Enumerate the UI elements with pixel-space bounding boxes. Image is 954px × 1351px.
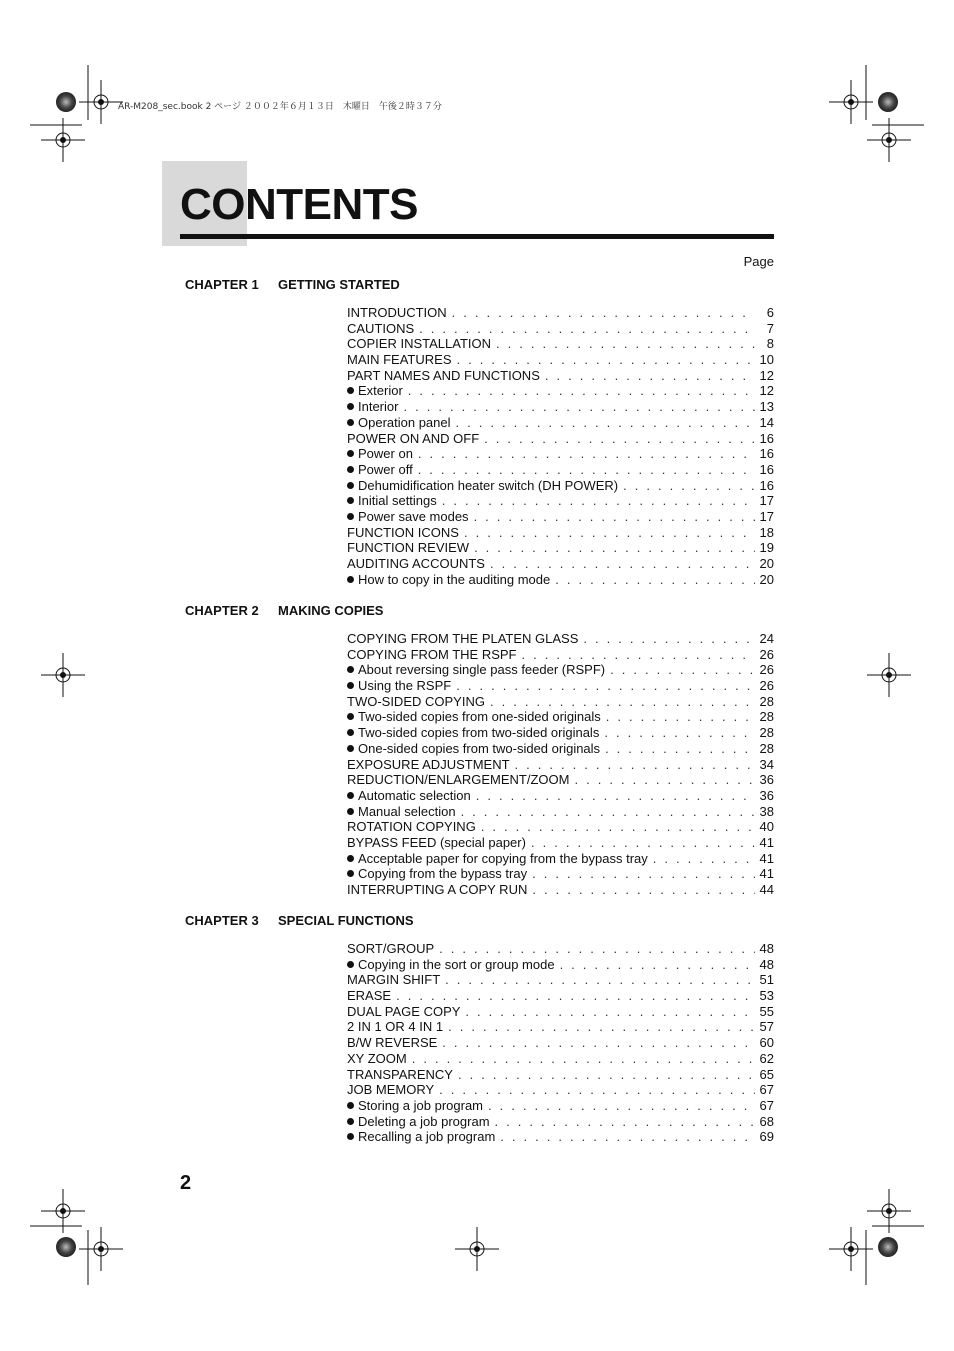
toc-entry[interactable] <box>347 525 774 541</box>
toc-entry-page: 7 <box>766 320 774 336</box>
toc-entry-label: Two-sided copies from two-sided originals <box>358 725 600 741</box>
bullet-icon <box>347 497 354 504</box>
toc-entry-label: Recalling a job program <box>358 1129 496 1145</box>
dot-leader <box>419 321 755 337</box>
toc-entry[interactable] <box>347 1082 774 1098</box>
dot-leader <box>439 941 754 957</box>
toc-entry[interactable] <box>347 493 774 509</box>
toc-entry[interactable] <box>347 851 774 867</box>
dot-leader <box>474 540 754 556</box>
toc-entry-page: 26 <box>759 646 774 662</box>
toc-entry-label: How to copy in the auditing mode <box>358 571 551 587</box>
bullet-icon <box>347 576 354 583</box>
toc-entry-page: 26 <box>759 678 774 694</box>
toc-entry-label: 2 IN 1 OR 4 IN 1 <box>347 1019 444 1035</box>
dot-leader <box>476 788 755 804</box>
dot-leader <box>465 1004 754 1020</box>
toc-entry-label: Exterior <box>358 383 403 399</box>
toc-entry-page: 40 <box>759 819 774 835</box>
toc-entry-page: 16 <box>759 477 774 493</box>
toc-entry[interactable] <box>347 1004 774 1020</box>
toc-entry-label: TWO-SIDED COPYING <box>347 693 485 709</box>
toc-entry-label: Deleting a job program <box>358 1113 490 1129</box>
dot-leader <box>456 415 755 431</box>
dot-leader <box>604 725 754 741</box>
toc-entry-label: COPIER INSTALLATION <box>347 336 491 352</box>
dot-leader <box>484 431 754 447</box>
toc-entry-page: 12 <box>759 367 774 383</box>
bullet-icon <box>347 682 354 689</box>
toc-entry-page: 68 <box>759 1113 774 1129</box>
dot-leader <box>458 1067 755 1083</box>
toc-entry[interactable] <box>347 709 774 725</box>
toc-entry-label: MARGIN SHIFT <box>347 972 441 988</box>
dot-leader <box>418 446 755 462</box>
toc-entry[interactable] <box>347 819 774 835</box>
toc-entry-page: 69 <box>759 1129 774 1145</box>
dot-leader <box>442 1035 754 1051</box>
toc-entry[interactable] <box>347 572 774 588</box>
toc-entry[interactable] <box>347 882 774 898</box>
toc-entry-page: 57 <box>759 1019 774 1035</box>
toc-entry[interactable] <box>347 540 774 556</box>
toc-entry-page: 51 <box>759 972 774 988</box>
bullet-icon <box>347 808 354 815</box>
toc-entry[interactable] <box>347 509 774 525</box>
dot-leader <box>448 1019 754 1035</box>
toc-entry[interactable] <box>347 835 774 851</box>
toc-entry-page: 38 <box>759 803 774 819</box>
bullet-icon <box>347 466 354 473</box>
toc-entry-label: COPYING FROM THE RSPF <box>347 646 517 662</box>
bullet-icon <box>347 387 354 394</box>
toc-entry-label: ERASE <box>347 988 392 1004</box>
toc-entry-label: CAUTIONS <box>347 320 415 336</box>
toc-entry-label: ROTATION COPYING <box>347 819 476 835</box>
toc-entry-label: DUAL PAGE COPY <box>347 1003 461 1019</box>
toc-entry-page: 48 <box>759 941 774 956</box>
chapter-entry-list <box>347 305 774 587</box>
bullet-icon <box>347 1133 354 1140</box>
page-column-label: Page <box>743 254 774 269</box>
dot-leader <box>623 478 754 494</box>
toc-entry[interactable] <box>347 478 774 494</box>
bullet-icon <box>347 729 354 736</box>
toc-entry-page: 18 <box>759 524 774 540</box>
dot-leader <box>574 772 754 788</box>
toc-entry-page: 28 <box>759 725 774 741</box>
toc-entry-page: 14 <box>759 414 774 430</box>
toc-entry[interactable] <box>347 415 774 431</box>
toc-entry[interactable] <box>347 1098 774 1114</box>
toc-entry-page: 36 <box>759 772 774 788</box>
bullet-icon <box>347 745 354 752</box>
toc-entry-label: Storing a job program <box>358 1097 484 1113</box>
chapter-entry-list <box>347 941 774 1145</box>
toc-entry[interactable] <box>347 399 774 415</box>
toc-entry-label: Copying from the bypass tray <box>358 866 528 882</box>
chapter-number: CHAPTER 1 <box>185 277 259 292</box>
dot-leader <box>605 741 754 757</box>
toc-entry-label: Initial settings <box>358 493 437 509</box>
toc-entry-label: B/W REVERSE <box>347 1035 438 1051</box>
dot-leader <box>545 368 755 384</box>
dot-leader <box>412 1051 755 1067</box>
dot-leader <box>500 1129 754 1145</box>
toc-entry-label: COPYING FROM THE PLATEN GLASS <box>347 631 579 646</box>
toc-entry-page: 48 <box>759 956 774 972</box>
dot-leader <box>522 647 755 663</box>
chapter-number: CHAPTER 3 <box>185 913 259 928</box>
dot-leader <box>496 336 755 352</box>
toc-entry[interactable] <box>347 741 774 757</box>
toc-entry-label: SORT/GROUP <box>347 941 435 956</box>
dot-leader <box>560 957 755 973</box>
toc-entry-label: Two-sided copies from one-sided originals <box>358 709 601 725</box>
toc-entry-page: 62 <box>759 1050 774 1066</box>
toc-entry[interactable] <box>347 1019 774 1035</box>
toc-entry-label: Using the RSPF <box>358 678 452 694</box>
dot-leader <box>439 1082 754 1098</box>
toc-entry-label: Dehumidification heater switch (DH POWER) <box>358 477 619 493</box>
toc-entry-label: MAIN FEATURES <box>347 352 452 368</box>
page-number: 2 <box>180 1172 192 1194</box>
bullet-icon <box>347 666 354 673</box>
toc-entry-page: 20 <box>759 571 774 587</box>
toc-entry-label: EXPOSURE ADJUSTMENT <box>347 756 510 772</box>
dot-leader <box>583 631 754 647</box>
toc-entry-page: 34 <box>759 756 774 772</box>
dot-leader <box>515 757 755 773</box>
toc-entry-label: Acceptable paper for copying from the bypass tray <box>358 850 648 866</box>
toc-entry-label: JOB MEMORY <box>347 1082 435 1098</box>
toc-entry[interactable] <box>347 662 774 678</box>
dot-leader <box>531 835 755 851</box>
toc-entry[interactable] <box>347 305 774 321</box>
toc-entry[interactable] <box>347 941 774 957</box>
chapter-heading <box>185 277 400 292</box>
dot-leader <box>653 851 755 867</box>
toc-entry-page: 16 <box>759 430 774 446</box>
toc-entry[interactable] <box>347 431 774 447</box>
print-header-meta: AR-M208_sec.book 2 ページ ２００２年６月１３日 木曜日 午後２時３７分 <box>118 102 442 112</box>
chapter-number: CHAPTER 2 <box>185 603 259 618</box>
toc-entry[interactable] <box>347 368 774 384</box>
chapter-title: MAKING COPIES <box>278 603 384 618</box>
toc-entry-page: 17 <box>759 493 774 509</box>
toc-entry-page: 65 <box>759 1066 774 1082</box>
toc-entry-label: TRANSPARENCY <box>347 1066 453 1082</box>
toc-entry-label: Operation panel <box>358 414 451 430</box>
bullet-icon <box>347 855 354 862</box>
bullet-icon <box>347 1102 354 1109</box>
toc-entry[interactable] <box>347 631 774 647</box>
toc-entry[interactable] <box>347 462 774 478</box>
toc-entry-page: 41 <box>759 850 774 866</box>
toc-entry-label: Manual selection <box>358 803 456 819</box>
toc-entry[interactable] <box>347 757 774 773</box>
toc-entry[interactable] <box>347 556 774 572</box>
dot-leader <box>495 1114 755 1130</box>
dot-leader <box>396 988 754 1004</box>
dot-leader <box>445 972 754 988</box>
toc-entry-label: REDUCTION/ENLARGEMENT/ZOOM <box>347 772 570 788</box>
toc-entry-page: 12 <box>759 383 774 399</box>
toc-entry-label: FUNCTION ICONS <box>347 524 459 540</box>
dot-leader <box>532 866 754 882</box>
dot-leader <box>532 882 754 898</box>
toc-entry-page: 60 <box>759 1035 774 1051</box>
toc-entry-page: 41 <box>759 866 774 882</box>
toc-entry-label: Copying in the sort or group mode <box>358 956 555 972</box>
dot-leader <box>490 694 755 710</box>
toc-entry[interactable] <box>347 1051 774 1067</box>
chapter-title: SPECIAL FUNCTIONS <box>278 913 414 928</box>
toc-entry-label: AUDITING ACCOUNTS <box>347 556 485 571</box>
toc-entry-page: 36 <box>759 787 774 803</box>
dot-leader <box>610 662 754 678</box>
dot-leader <box>464 525 755 541</box>
toc-entry[interactable] <box>347 1114 774 1130</box>
bullet-icon <box>347 713 354 720</box>
bullet-icon <box>347 482 354 489</box>
toc-entry[interactable] <box>347 383 774 399</box>
toc-entry-page: 28 <box>759 740 774 756</box>
toc-entry-label: PART NAMES AND FUNCTIONS <box>347 367 540 383</box>
toc-entry-page: 6 <box>766 305 774 320</box>
bullet-icon <box>347 403 354 410</box>
toc-entry[interactable] <box>347 725 774 741</box>
toc-entry[interactable] <box>347 352 774 368</box>
toc-entry-page: 67 <box>759 1082 774 1098</box>
toc-entry-label: XY ZOOM <box>347 1050 407 1066</box>
bullet-icon <box>347 419 354 426</box>
toc-entry-label: POWER ON AND OFF <box>347 430 480 446</box>
dot-leader <box>418 462 755 478</box>
chapter-entry-list <box>347 631 774 898</box>
dot-leader <box>456 678 754 694</box>
toc-entry[interactable] <box>347 772 774 788</box>
bullet-icon <box>347 961 354 968</box>
dot-leader <box>474 509 755 525</box>
toc-entry-label: BYPASS FEED (special paper) <box>347 834 526 850</box>
toc-entry-label: INTERRUPTING A COPY RUN <box>347 882 528 897</box>
toc-entry-label: FUNCTION REVIEW <box>347 540 470 556</box>
bullet-icon <box>347 792 354 799</box>
chapter-heading <box>185 603 383 618</box>
toc-entry-page: 28 <box>759 693 774 709</box>
toc-entry[interactable] <box>347 446 774 462</box>
toc-entry[interactable] <box>347 1035 774 1051</box>
dot-leader <box>408 383 755 399</box>
bullet-icon <box>347 1118 354 1125</box>
toc-entry-page: 53 <box>759 988 774 1004</box>
page-title: CONTENTS <box>180 180 418 229</box>
toc-entry-page: 16 <box>759 461 774 477</box>
toc-entry-page: 8 <box>766 336 774 352</box>
toc-entry-page: 41 <box>759 834 774 850</box>
toc-entry-label: Power off <box>358 461 413 477</box>
dot-leader <box>481 819 755 835</box>
chapter-heading <box>185 913 414 928</box>
toc-entry-page: 20 <box>759 556 774 571</box>
dot-leader <box>403 399 754 415</box>
toc-entry-page: 10 <box>759 352 774 368</box>
toc-entry-label: INTRODUCTION <box>347 305 447 320</box>
toc-entry[interactable] <box>347 336 774 352</box>
dot-leader <box>555 572 754 588</box>
toc-entry[interactable] <box>347 321 774 337</box>
toc-entry-label: One-sided copies from two-sided originals <box>358 740 601 756</box>
toc-entry-label: Power on <box>358 446 413 462</box>
toc-entry-label: Automatic selection <box>358 787 471 803</box>
dot-leader <box>452 305 755 321</box>
toc-entry-page: 26 <box>759 662 774 678</box>
toc-entry-page: 28 <box>759 709 774 725</box>
dot-leader <box>457 352 755 368</box>
dot-leader <box>490 556 755 572</box>
toc-entry-page: 24 <box>759 631 774 646</box>
dot-leader <box>442 493 755 509</box>
toc-entry[interactable] <box>347 957 774 973</box>
toc-entry[interactable] <box>347 988 774 1004</box>
title-underline <box>180 234 774 239</box>
toc-entry[interactable] <box>347 1129 774 1145</box>
toc-entry-page: 17 <box>759 508 774 524</box>
toc-entry[interactable] <box>347 694 774 710</box>
chapter-title: GETTING STARTED <box>278 277 400 292</box>
toc-entry-page: 55 <box>759 1003 774 1019</box>
bullet-icon <box>347 870 354 877</box>
toc-entry[interactable] <box>347 647 774 663</box>
dot-leader <box>606 709 755 725</box>
dot-leader <box>461 804 755 820</box>
toc-entry[interactable] <box>347 866 774 882</box>
toc-entry-page: 16 <box>759 446 774 462</box>
toc-entry-label: Interior <box>358 399 399 415</box>
bullet-icon <box>347 450 354 457</box>
toc-entry[interactable] <box>347 1067 774 1083</box>
bullet-icon <box>347 513 354 520</box>
dot-leader <box>488 1098 755 1114</box>
toc-entry[interactable] <box>347 804 774 820</box>
toc-entry[interactable] <box>347 678 774 694</box>
toc-entry-label: About reversing single pass feeder (RSPF) <box>358 662 606 678</box>
toc-entry-page: 67 <box>759 1097 774 1113</box>
toc-entry-label: Power save modes <box>358 508 469 524</box>
toc-entry[interactable] <box>347 972 774 988</box>
toc-entry-page: 44 <box>759 882 774 897</box>
toc-entry[interactable] <box>347 788 774 804</box>
toc-entry-page: 19 <box>759 540 774 556</box>
toc-entry-page: 13 <box>759 399 774 415</box>
